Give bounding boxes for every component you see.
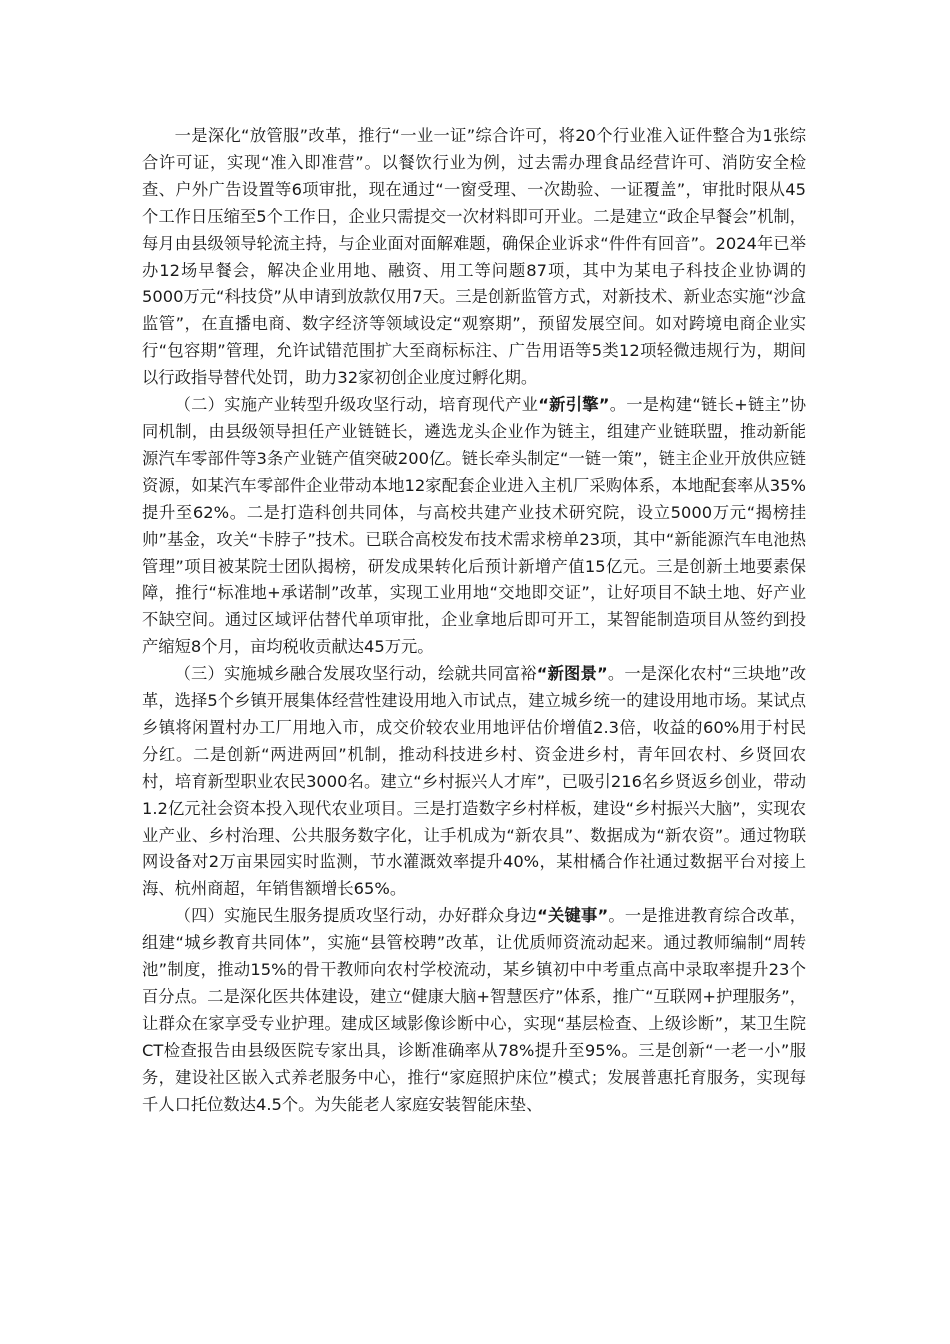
- section-3-text: 一是深化农村“三块地”改革，选择5个乡镇开展集体经营性建设用地入市试点，建立城乡统一的建设用地市场。某试点乡镇将闲置村办工厂用地入市，成交价较农业用地评估价增值2.3倍，收益的60%用于村民分红。二是创新“两进两回”机制，推动科技进乡村、资金进乡村，青年回农村、乡贤回农村，培育新型职业农民3000名。建立“乡村振兴人才库”，已吸引216名乡贤返乡创业，带动1.2亿元社会资本投入现代农业项目。三是打造数字乡村样板，建设“乡村振兴大脑”，实现农业产业、乡村治理、公共服务数字化，让手机成为“新农具”、数据成为“新农资”。通过物联网设备对2万亩果园实时监测，节水灌溉效率提升40%，某柑橘合作社通过数据平台对接上海、杭州商超，年销售额增长65%。: [142, 664, 806, 899]
- section-3-keyword: “新图景”: [536, 664, 608, 684]
- section-4-tail: 。: [608, 906, 625, 926]
- section-4-keyword: “关键事”: [537, 906, 609, 926]
- paragraph-2: [142, 392, 806, 661]
- document-body: [142, 123, 806, 1119]
- section-4-text: 一是推进教育综合改革，组建“城乡教育共同体”，实施“县管校聘”改革，让优质师资流动起来。通过教师编制“周转池”制度，推动15%的骨干教师向农村学校流动，某乡镇初中中考重点高中录取率提升23个百分点。二是深化医共体建设，建立“健康大脑+智慧医疗”体系，推广“互联网+护理服务”，让群众在家享受专业护理。建成区域影像诊断中心，实现“基层检查、上级诊断”，某卫生院CT检查报告由县级医院专家出具，诊断准确率从78%提升至95%。三是创新“一老一小”服务，建设社区嵌入式养老服务中心，推行“家庭照护床位”模式；发展普惠托育服务，实现每千人口托位数达4.5个。为失能老人家庭安装智能床垫、: [142, 906, 806, 1114]
- section-2-heading: （二）实施产业转型升级攻坚行动，培育现代产业: [174, 395, 539, 415]
- section-4-heading: （四）实施民生服务提质攻坚行动，办好群众身边: [174, 906, 538, 926]
- section-3-heading: （三）实施城乡融合发展攻坚行动，绘就共同富裕: [174, 664, 537, 684]
- section-2-keyword: “新引擎”: [538, 395, 610, 415]
- section-2-text: 一是构建“链长+链主”协同机制，由县级领导担任产业链链长，遴选龙头企业作为链主，组建产业链联盟，推动新能源汽车零部件等3条产业链产值突破200亿。链长牵头制定“一链一策”，链主企业开放供应链资源，如某汽车零部件企业带动本地12家配套企业进入主机厂采购体系，本地配套率从35%提升至62%。二是打造科创共同体，与高校共建产业技术研究院，设立5000万元“揭榜挂帅”基金，攻关“卡脖子”技术。已联合高校发布技术需求榜单23项，其中“新能源汽车电池热管理”项目被某院士团队揭榜，研发成果转化后预计新增产值15亿元。三是创新土地要素保障，推行“标准地+承诺制”改革，实现工业用地“交地即交证”，让好项目不缺土地、好产业不缺空间。通过区域评估替代单项审批，企业拿地后即可开工，某智能制造项目从签约到投产缩短8个月，亩均税收贡献达45万元。: [142, 395, 806, 657]
- section-2-tail: 。: [609, 395, 627, 415]
- paragraph-3: [142, 661, 806, 903]
- paragraph-1: [142, 123, 806, 392]
- paragraph-4: [142, 903, 806, 1118]
- paragraph-1-text: 一是深化“放管服”改革，推行“一业一证”综合许可，将20个行业准入证件整合为1张综合许可证，实现“准入即准营”。以餐饮行业为例，过去需办理食品经营许可、消防安全检查、户外广告设置等6项审批，现在通过“一窗受理、一次勘验、一证覆盖”，审批时限从45个工作日压缩至5个工作日，企业只需提交一次材料即可开业。二是建立“政企早餐会”机制，每月由县级领导轮流主持，与企业面对面解难题，确保企业诉求“件件有回音”。2024年已举办12场早餐会，解决企业用地、融资、用工等问题87项，其中为某电子科技企业协调的5000万元“科技贷”从申请到放款仅用7天。三是创新监管方式，对新技术、新业态实施“沙盒监管”，在直播电商、数字经济等领域设定“观察期”，预留发展空间。如对跨境电商企业实行“包容期”管理，允许试错范围扩大至商标标注、广告用语等5类12项轻微违规行为，期间以行政指导替代处罚，助力32家初创企业度过孵化期。: [142, 126, 806, 388]
- section-3-tail: 。: [607, 664, 625, 684]
